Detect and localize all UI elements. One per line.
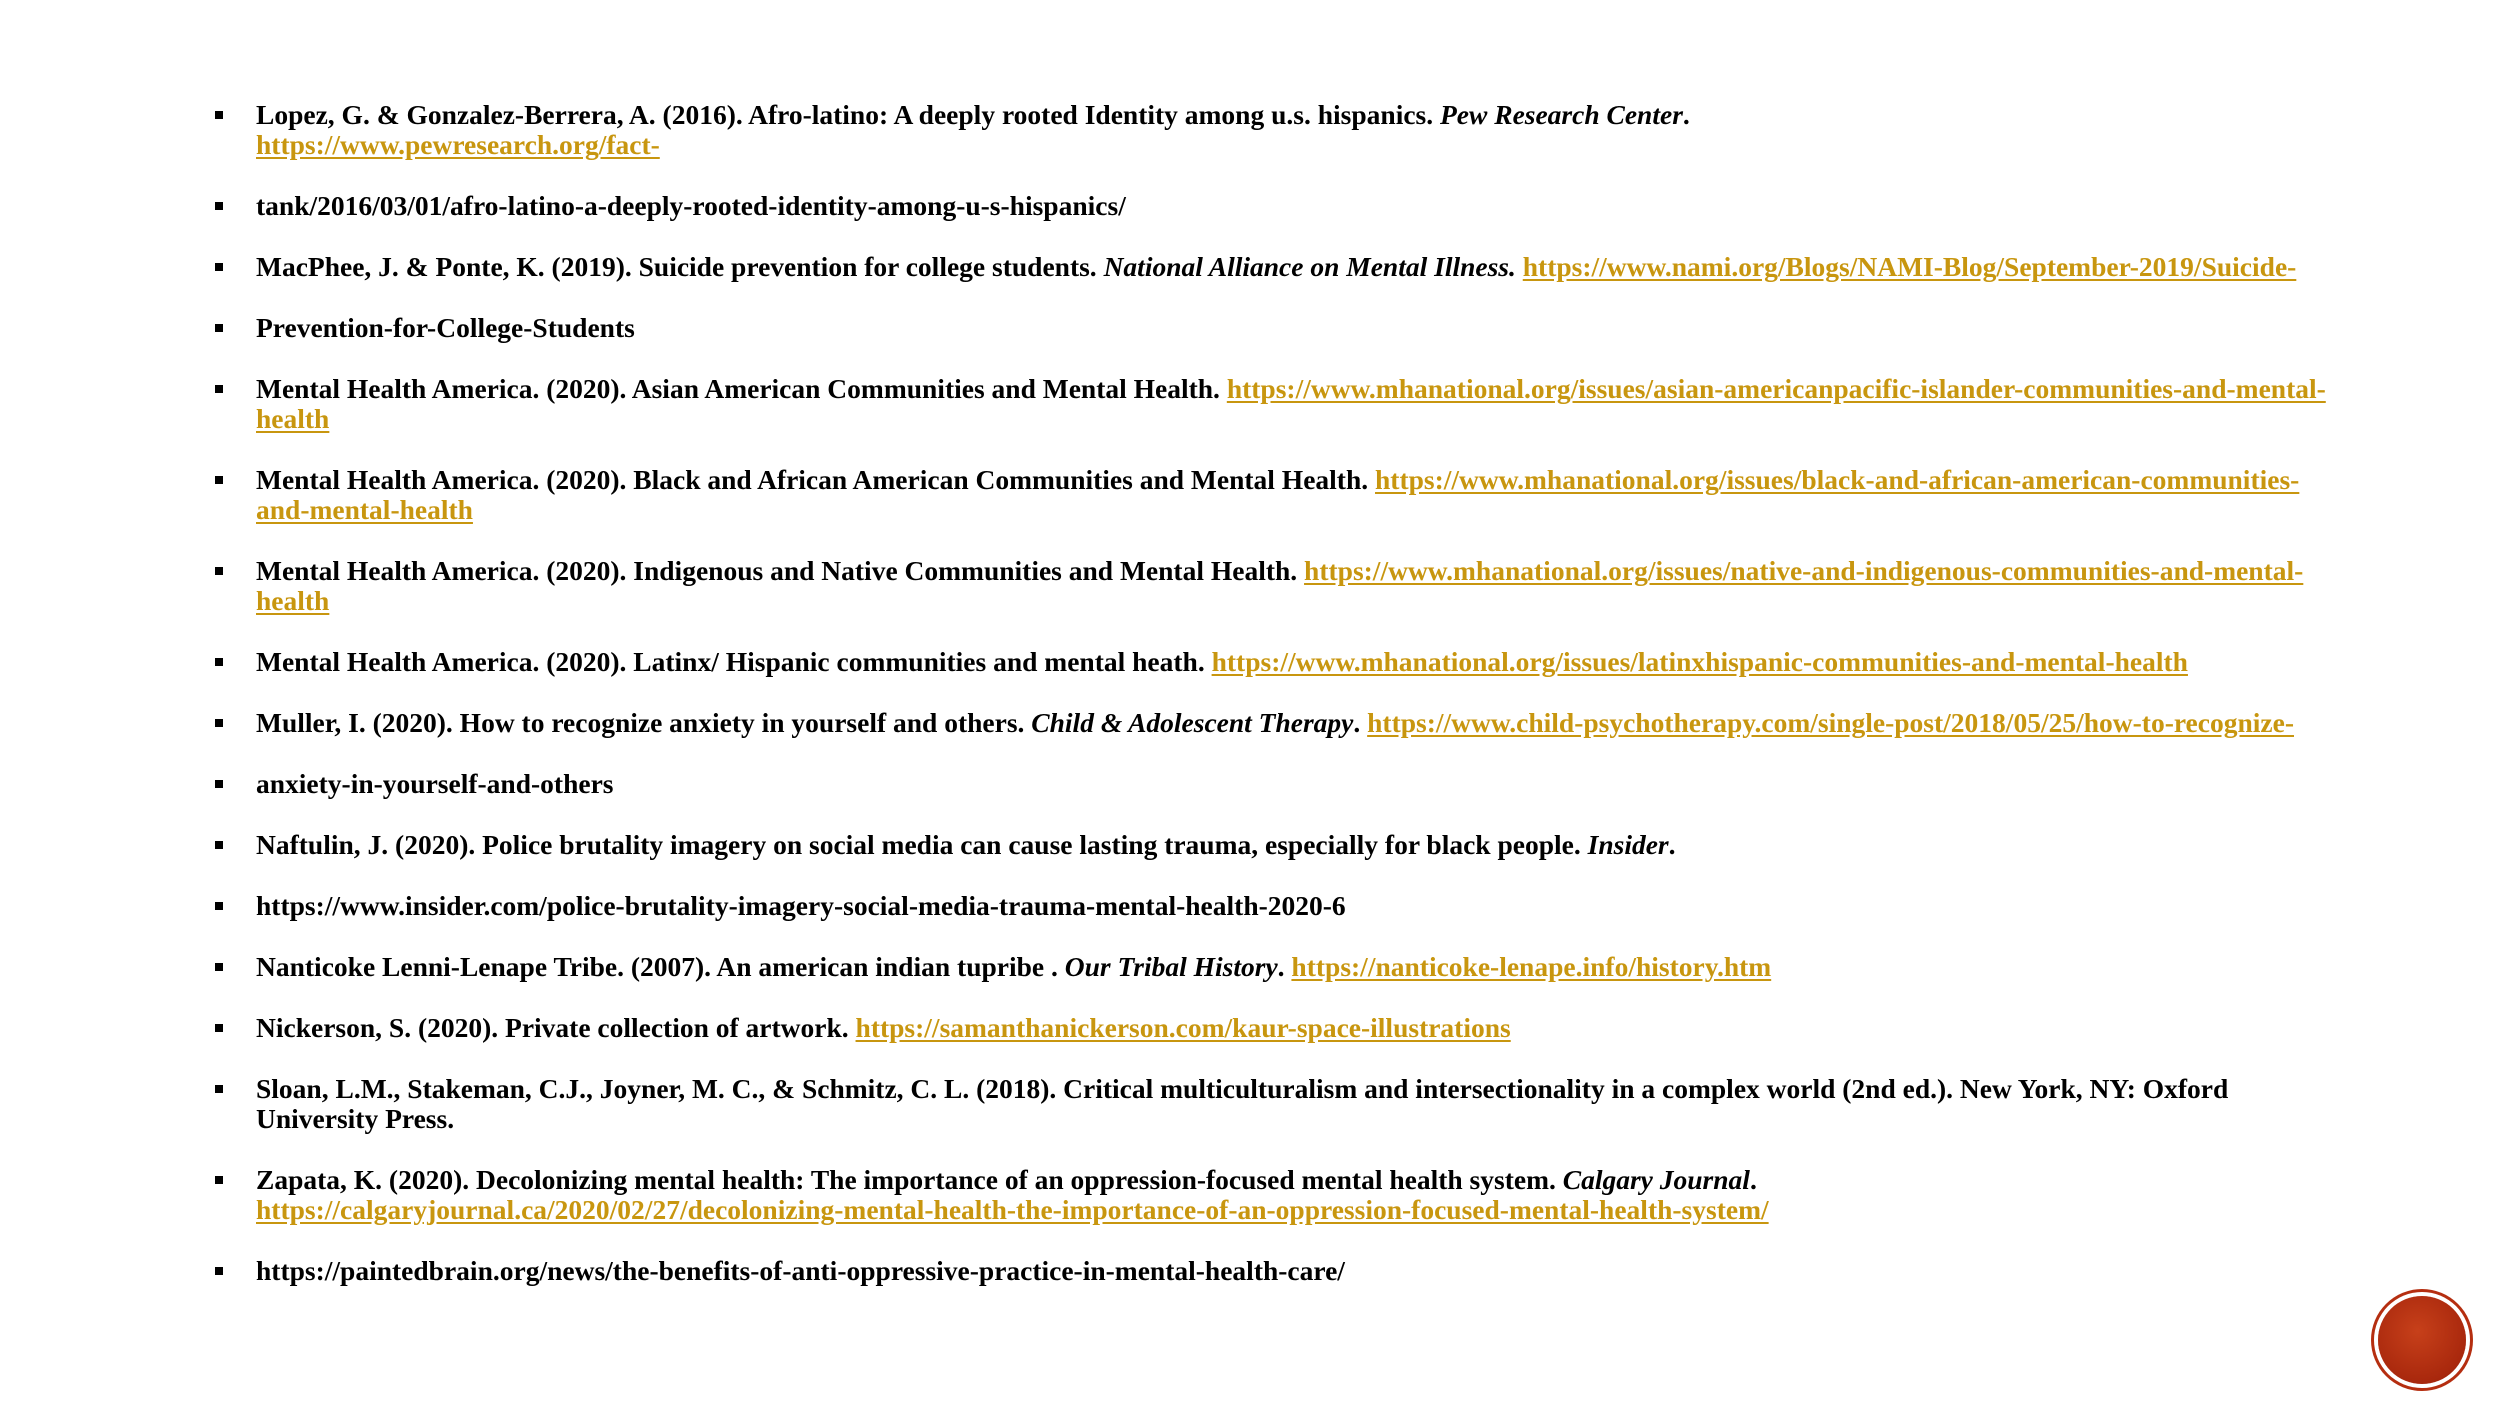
reference-link[interactable]: https://www.mhanational.org/issues/native-and-indigenous-communities-and-mental-health bbox=[256, 555, 2304, 616]
reference-source-title: National Alliance on Mental Illness. bbox=[1103, 251, 1523, 282]
reference-source-title: Calgary Journal bbox=[1562, 1164, 1750, 1195]
reference-text: anxiety-in-yourself-and-others bbox=[256, 768, 614, 799]
bullet-square-icon bbox=[215, 1085, 223, 1093]
reference-link[interactable]: https://samanthanickerson.com/kaur-space-illustrations bbox=[855, 1012, 1511, 1043]
reference-text: Nickerson, S. (2020). Private collection of artwork. bbox=[256, 1012, 856, 1043]
bullet-square-icon bbox=[215, 780, 223, 788]
reference-link[interactable]: https://www.mhanational.org/issues/latinxhispanic-communities-and-mental-health bbox=[1211, 646, 2188, 677]
reference-text: Lopez, G. & Gonzalez-Berrera, A. (2016). Afro-latino: A deeply rooted Identity among u.s. hispanics. bbox=[256, 99, 1440, 130]
reference-text: Mental Health America. (2020). Indigenous and Native Communities and Mental Health. bbox=[256, 555, 1305, 586]
reference-text: . bbox=[1682, 99, 1690, 130]
reference-source-title: Insider bbox=[1587, 829, 1669, 860]
bullet-square-icon bbox=[215, 841, 223, 849]
reference-item bbox=[212, 374, 2342, 434]
reference-link[interactable]: https://www.mhanational.org/issues/asian-americanpacific-islander-communities-and-mental-health bbox=[256, 373, 2326, 434]
reference-text: tank/2016/03/01/afro-latino-a-deeply-rooted-identity-among-u-s-hispanics/ bbox=[256, 190, 1126, 221]
slide-badge-circle bbox=[2378, 1296, 2466, 1384]
reference-item bbox=[212, 1074, 2342, 1134]
reference-link[interactable]: https://calgaryjournal.ca/2020/02/27/decolonizing-mental-health-the-importance-of-an-oppression-focused-mental-health-system/ bbox=[256, 1194, 1769, 1225]
reference-text: MacPhee, J. & Ponte, K. (2019). Suicide prevention for college students. bbox=[256, 251, 1104, 282]
reference-text: Zapata, K. (2020). Decolonizing mental health: The importance of an oppression-focused mental health system. bbox=[256, 1164, 1563, 1195]
reference-link[interactable]: https://www.mhanational.org/issues/black-and-african-american-communities-and-mental-health bbox=[256, 464, 2300, 525]
reference-text: Mental Health America. (2020). Asian American Communities and Mental Health. bbox=[256, 373, 1227, 404]
reference-text: . bbox=[1353, 707, 1368, 738]
reference-text: . bbox=[1668, 829, 1676, 860]
reference-text: Sloan, L.M., Stakeman, C.J., Joyner, M. C., & Schmitz, C. L. (2018). Critical multiculturalism and intersectionality in a complex world (2nd ed.). New York, NY: Oxford University Press. bbox=[256, 1073, 2229, 1134]
reference-item bbox=[212, 1013, 2342, 1043]
reference-source-title: Our Tribal History bbox=[1064, 951, 1278, 982]
reference-link[interactable]: https://www.nami.org/Blogs/NAMI-Blog/September-2019/Suicide- bbox=[1522, 251, 2297, 282]
bullet-square-icon bbox=[215, 567, 223, 575]
bullet-square-icon bbox=[215, 1267, 223, 1275]
reference-item bbox=[212, 647, 2342, 677]
bullet-square-icon bbox=[215, 111, 223, 119]
reference-source-title: Child & Adolescent Therapy bbox=[1031, 707, 1354, 738]
reference-text: Nanticoke Lenni-Lenape Tribe. (2007). An american indian tupribe . bbox=[256, 951, 1065, 982]
reference-text: https://paintedbrain.org/news/the-benefits-of-anti-oppressive-practice-in-mental-health-care/ bbox=[256, 1255, 1345, 1286]
bullet-square-icon bbox=[215, 202, 223, 210]
reference-item bbox=[212, 1165, 2342, 1225]
reference-link[interactable]: https://nanticoke-lenape.info/history.htm bbox=[1291, 951, 1772, 982]
bullet-square-icon bbox=[215, 1176, 223, 1184]
reference-item bbox=[212, 952, 2342, 982]
bullet-square-icon bbox=[215, 963, 223, 971]
bullet-square-icon bbox=[215, 719, 223, 727]
reference-link[interactable]: https://www.pewresearch.org/fact- bbox=[256, 129, 660, 160]
reference-item bbox=[212, 708, 2342, 738]
reference-text: Naftulin, J. (2020). Police brutality imagery on social media can cause lasting trauma, especially for black people. bbox=[256, 829, 1588, 860]
bullet-square-icon bbox=[215, 902, 223, 910]
reference-text: Mental Health America. (2020). Latinx/ Hispanic communities and mental heath. bbox=[256, 646, 1212, 677]
reference-text: . bbox=[1277, 951, 1292, 982]
reference-item bbox=[212, 100, 2342, 160]
reference-text: Prevention-for-College-Students bbox=[256, 312, 635, 343]
reference-item bbox=[212, 252, 2342, 282]
reference-text: . bbox=[1749, 1164, 1757, 1195]
reference-item bbox=[212, 769, 2342, 799]
bullet-square-icon bbox=[215, 385, 223, 393]
reference-item bbox=[212, 556, 2342, 616]
bullet-square-icon bbox=[215, 658, 223, 666]
reference-text: Muller, I. (2020). How to recognize anxiety in yourself and others. bbox=[256, 707, 1032, 738]
reference-item bbox=[212, 830, 2342, 860]
reference-source-title: Pew Research Center bbox=[1440, 99, 1683, 130]
reference-text: https://www.insider.com/police-brutality-imagery-social-media-trauma-mental-health-2020-6 bbox=[256, 890, 1346, 921]
reference-item bbox=[212, 313, 2342, 343]
reference-item bbox=[212, 191, 2342, 221]
reference-item bbox=[212, 465, 2342, 525]
bullet-square-icon bbox=[215, 1024, 223, 1032]
reference-item bbox=[212, 1256, 2342, 1286]
reference-list bbox=[212, 100, 2342, 1317]
reference-link[interactable]: https://www.child-psychotherapy.com/single-post/2018/05/25/how-to-recognize- bbox=[1367, 707, 2294, 738]
bullet-square-icon bbox=[215, 476, 223, 484]
reference-text: Mental Health America. (2020). Black and African American Communities and Mental Health. bbox=[256, 464, 1376, 495]
reference-item bbox=[212, 891, 2342, 921]
bullet-square-icon bbox=[215, 263, 223, 271]
bullet-square-icon bbox=[215, 324, 223, 332]
